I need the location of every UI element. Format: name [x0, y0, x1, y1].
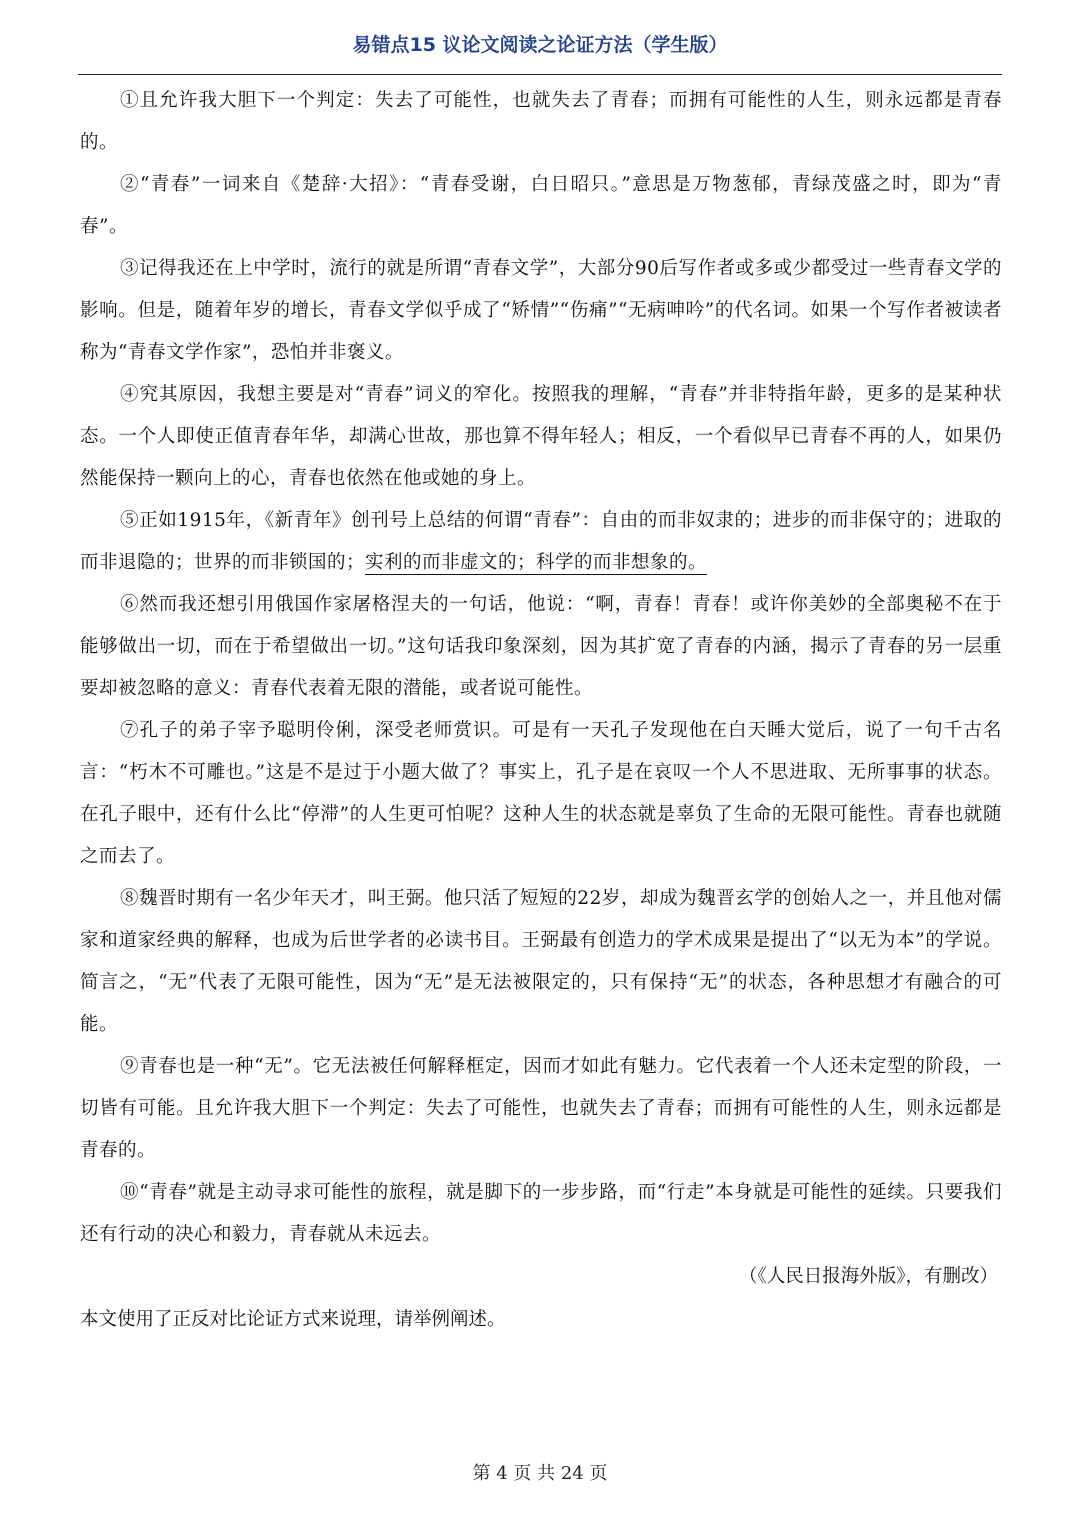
paragraph-5-underlined-text: 实利的而非虚文的；科学的而非想象的。	[365, 552, 708, 573]
paragraph-6: ⑥然而我还想引用俄国作家屠格涅夫的一句话，他说：“啊，青春！青春！或许你美妙的全部奥秘不在于能够做出一切，而在于希望做出一切。”这句话我印象深刻，因为其扩宽了青春的内涵，揭示了青春的另一层重要却被忽略的意义：青春代表着无限的潜能，或者说可能性。	[80, 594, 1002, 699]
paragraph-8: ⑧魏晋时期有一名少年天才，叫王弼。他只活了短短的22岁，却成为魏晋玄学的创始人之一，并且他对儒家和道家经典的解释，也成为后世学者的必读书目。王弼最有创造力的学术成果是提出了“以无为本”的学说。简言之，“无”代表了无限可能性，因为“无”是无法被限定的，只有保持“无”的状态，各种思想才有融合的可能。	[80, 888, 1002, 1035]
page-header	[78, 30, 1002, 75]
paragraph-3: ③记得我还在上中学时，流行的就是所谓“青春文学”，大部分90后写作者或多或少都受过一些青春文学的影响。但是，随着年岁的增长，青春文学似乎成了“矫情”“伤痛”“无病呻吟”的代名词。如果一个写作者被读者称为“青春文学作家”，恐怕并非褒义。	[80, 258, 1002, 363]
paragraph-9: ⑨青春也是一种“无”。它无法被任何解释框定，因而才如此有魅力。它代表着一个人还未定型的阶段，一切皆有可能。且允许我大胆下一个判定：失去了可能性，也就失去了青春；而拥有可能性的人生，则永远都是青春的。	[80, 1056, 1002, 1161]
article-body	[80, 80, 1002, 1342]
article-source: （《人民日报海外版》，有删改）	[738, 1266, 998, 1287]
paragraph-4: ④究其原因，我想主要是对“青春”词义的窄化。按照我的理解，“青春”并非特指年龄，更多的是某种状态。一个人即使正值青春年华，却满心世故，那也算不得年轻人；相反，一个看似早已青春不再的人，如果仍然能保持一颗向上的心，青春也依然在他或她的身上。	[80, 384, 1002, 489]
header-title: 易错点15 议论文阅读之论证方法（学生版）	[352, 34, 728, 56]
paragraph-2: ②“青春”一词来自《楚辞·大招》：“青春受谢，白日昭只。”意思是万物葱郁，青绿茂盛之时，即为“青春”。	[80, 174, 1002, 237]
page-number-footer: 第 4 页 共 24 页	[472, 1463, 608, 1484]
paragraph-10: ⑩“青春”就是主动寻求可能性的旅程，就是脚下的一步步路，而“行走”本身就是可能性的延续。只要我们还有行动的决心和毅力，青春就从未远去。	[80, 1182, 1002, 1245]
paragraph-5-text: ⑤正如1915年，《新青年》创刊号上总结的何谓“青春”：自由的而非奴隶的；进步的而非保守的；进取的而非退隐的；世界的而非锁国的；	[80, 510, 1002, 573]
question-prompt: 本文使用了正反对比论证方式来说理，请举例阐述。	[80, 1309, 506, 1330]
paragraph-1: ①且允许我大胆下一个判定：失去了可能性，也就失去了青春；而拥有可能性的人生，则永远都是青春的。	[80, 90, 1002, 153]
paragraph-7: ⑦孔子的弟子宰予聪明伶俐，深受老师赏识。可是有一天孔子发现他在白天睡大觉后，说了一句千古名言：“朽木不可雕也。”这是不是过于小题大做了？事实上，孔子是在哀叹一个人不思进取、无所事事的状态。在孔子眼中，还有什么比“停滞”的人生更可怕呢？这种人生的状态就是辜负了生命的无限可能性。青春也就随之而去了。	[80, 720, 1002, 867]
paragraph-5	[80, 500, 1002, 584]
